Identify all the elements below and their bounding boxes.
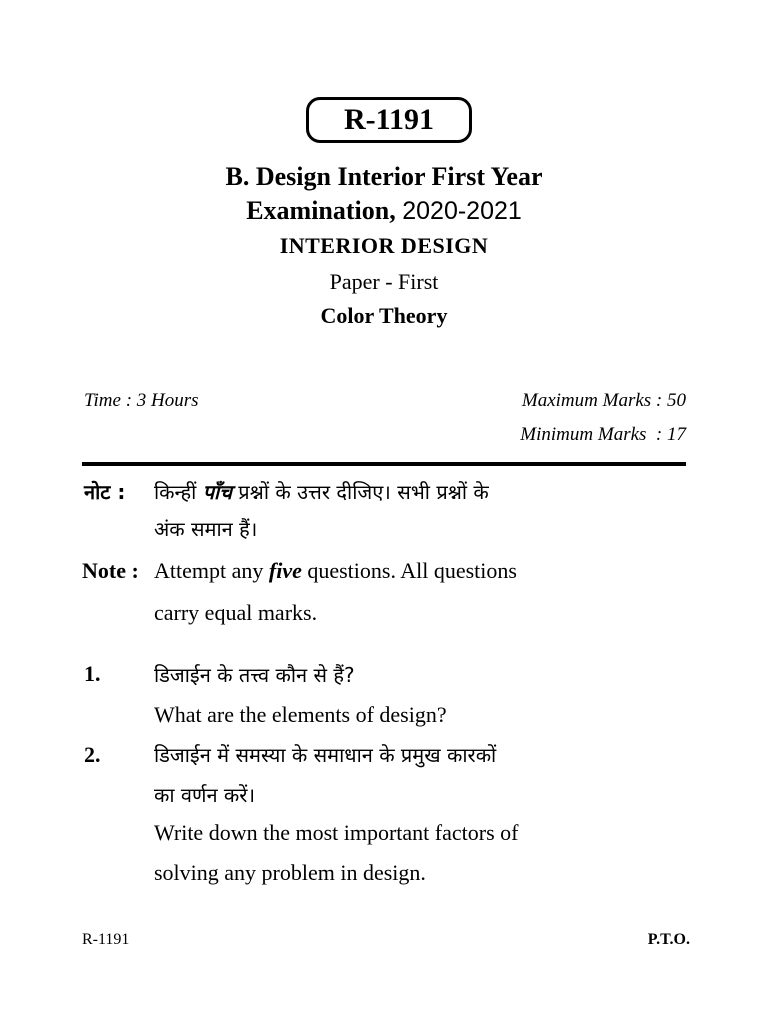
question-2-hindi-line1: डिजाईन में समस्या के समाधान के प्रमुख कारकों xyxy=(154,743,497,767)
footer-paper-code: R-1191 xyxy=(82,931,130,948)
question-2-english-line1: Write down the most important factors of xyxy=(154,820,519,845)
paper-code-box: R-1191 xyxy=(306,97,472,143)
question-2-number: 2. xyxy=(84,742,101,767)
note-english-emphasis: five xyxy=(268,558,302,583)
minimum-marks: Minimum Marks : 17 xyxy=(520,424,686,445)
question-1-number: 1. xyxy=(84,661,101,686)
exam-word: Examination, xyxy=(246,196,396,225)
note-english-post: questions. All questions xyxy=(307,558,517,583)
subject: INTERIOR DESIGN xyxy=(279,233,489,258)
question-2-english-line2: solving any problem in design. xyxy=(154,860,426,885)
note-hindi-pre: किन्हीं xyxy=(154,480,197,504)
paper-number: Paper - First xyxy=(329,269,439,294)
exam-line xyxy=(0,196,768,226)
note-english-label: Note : xyxy=(82,558,139,583)
question-1-hindi: डिजाईन के तत्त्व कौन से हैं? xyxy=(154,663,355,687)
note-english-pre: Attempt any xyxy=(154,558,264,583)
divider xyxy=(82,462,686,466)
maximum-marks: Maximum Marks : 50 xyxy=(521,390,686,411)
paper-topic: Color Theory xyxy=(320,303,448,328)
question-1-english: What are the elements of design? xyxy=(154,702,447,727)
course-title: B. Design Interior First Year xyxy=(225,162,543,191)
note-hindi-line2: अंक समान हैं। xyxy=(154,517,258,541)
time-allowed: Time : 3 Hours xyxy=(84,390,199,411)
note-hindi-emphasis: पाँच xyxy=(202,480,232,504)
note-english-line2: carry equal marks. xyxy=(154,600,318,625)
note-english-text xyxy=(154,558,517,584)
exam-year: 2020-2021 xyxy=(402,197,522,225)
footer-pto: P.T.O. xyxy=(647,931,690,948)
question-2-hindi-line2: का वर्णन करें। xyxy=(154,783,256,807)
note-hindi-label: नोट : xyxy=(84,480,126,504)
note-hindi-post: प्रश्नों के उत्तर दीजिए। सभी प्रश्नों के xyxy=(238,480,489,504)
note-hindi-text xyxy=(154,478,489,505)
